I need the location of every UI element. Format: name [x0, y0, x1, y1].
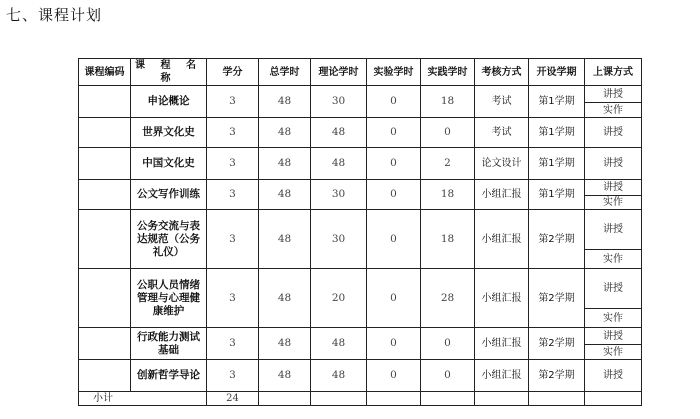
table-row: [79, 86, 642, 118]
header-credits: 学分: [207, 59, 259, 86]
practice-hours-cell: 18: [421, 86, 475, 118]
course-code-cell: [79, 328, 131, 360]
theory-hours-cell: 48: [311, 328, 367, 360]
theory-hours-cell: 48: [311, 148, 367, 180]
practice-hours-cell: 18: [421, 210, 475, 269]
course-name-cell: 行政能力测试基础: [131, 328, 207, 360]
teaching-method-item: 实作: [585, 308, 641, 327]
credits-cell: 3: [207, 210, 259, 269]
lab-hours-cell: 0: [367, 269, 421, 328]
course-code-cell: [79, 180, 131, 210]
credits-cell: 3: [207, 148, 259, 180]
course-code-cell: [79, 118, 131, 148]
teaching-method-cell: [585, 328, 642, 360]
header-semester: 开设学期: [529, 59, 585, 86]
credits-cell: 3: [207, 118, 259, 148]
assessment-cell: 考试: [475, 118, 529, 148]
credits-cell: 3: [207, 86, 259, 118]
assessment-cell: 小组汇报: [475, 269, 529, 328]
credits-cell: 3: [207, 269, 259, 328]
teaching-method-item: 讲授: [603, 330, 623, 342]
teaching-method-item: 实作: [585, 102, 641, 117]
table-row: [79, 328, 642, 360]
course-plan-table: [78, 58, 642, 406]
lab-hours-cell: 0: [367, 328, 421, 360]
credits-cell: 3: [207, 180, 259, 210]
teaching-method-item: 实作: [585, 344, 641, 359]
lab-hours-cell: 0: [367, 180, 421, 210]
table-row: [79, 210, 642, 269]
semester-cell: 第2学期: [529, 210, 585, 269]
total-hours-cell: 48: [259, 210, 311, 269]
header-teaching-method: 上课方式: [585, 59, 642, 86]
theory-hours-cell: 30: [311, 86, 367, 118]
section-heading: 七、课程计划: [6, 6, 103, 24]
credits-cell: 3: [207, 328, 259, 360]
course-name-cell: 世界文化史: [131, 118, 207, 148]
subtotal-row: [79, 392, 642, 406]
subtotal-credits: 24: [207, 392, 259, 406]
lab-hours-cell: 0: [367, 148, 421, 180]
table-row: [79, 269, 642, 328]
practice-hours-cell: 0: [421, 360, 475, 392]
table-row: [79, 180, 642, 210]
table-row: [79, 360, 642, 392]
semester-cell: 第1学期: [529, 180, 585, 210]
teaching-method-cell: [585, 86, 642, 118]
teaching-method-item: 讲授: [603, 88, 623, 100]
semester-cell: 第1学期: [529, 118, 585, 148]
lab-hours-cell: 0: [367, 210, 421, 269]
semester-cell: 第1学期: [529, 148, 585, 180]
header-theory-hours: 理论学时: [311, 59, 367, 86]
lab-hours-cell: 0: [367, 86, 421, 118]
theory-hours-cell: 48: [311, 360, 367, 392]
total-hours-cell: 48: [259, 269, 311, 328]
assessment-cell: 考试: [475, 86, 529, 118]
course-name-cell: 公职人员情绪管理与心理健康维护: [131, 269, 207, 328]
teaching-method-item: 讲授: [603, 182, 623, 193]
course-code-cell: [79, 148, 131, 180]
total-hours-cell: 48: [259, 360, 311, 392]
total-hours-cell: 48: [259, 86, 311, 118]
course-code-cell: [79, 360, 131, 392]
assessment-cell: 小组汇报: [475, 360, 529, 392]
theory-hours-cell: 30: [311, 180, 367, 210]
practice-hours-cell: 18: [421, 180, 475, 210]
assessment-cell: 小组汇报: [475, 328, 529, 360]
course-name-cell: 公文写作训练: [131, 180, 207, 210]
practice-hours-cell: 28: [421, 269, 475, 328]
teaching-method-cell: [585, 360, 642, 392]
course-name-cell: 公务交流与表达规范（公务礼仪）: [131, 210, 207, 269]
course-code-cell: [79, 86, 131, 118]
total-hours-cell: 48: [259, 180, 311, 210]
course-name-cell: 申论概论: [131, 86, 207, 118]
total-hours-cell: 48: [259, 148, 311, 180]
header-lab-hours: 实验学时: [367, 59, 421, 86]
header-practice-hours: 实践学时: [421, 59, 475, 86]
teaching-method-cell: [585, 180, 642, 210]
teaching-method-cell: [585, 118, 642, 148]
teaching-method-item: 讲授: [603, 224, 623, 235]
assessment-cell: 小组汇报: [475, 210, 529, 269]
header-row: [79, 59, 642, 86]
course-code-cell: [79, 269, 131, 328]
teaching-method-item: 讲授: [603, 158, 623, 169]
theory-hours-cell: 48: [311, 118, 367, 148]
course-name-cell: 中国文化史: [131, 148, 207, 180]
subtotal-label: 小计: [79, 392, 207, 406]
header-name: 课 程 名 称: [131, 59, 207, 86]
header-total-hours: 总学时: [259, 59, 311, 86]
theory-hours-cell: 30: [311, 210, 367, 269]
semester-cell: 第2学期: [529, 269, 585, 328]
practice-hours-cell: 0: [421, 118, 475, 148]
total-hours-cell: 48: [259, 118, 311, 148]
semester-cell: 第1学期: [529, 86, 585, 118]
teaching-method-cell: [585, 210, 642, 269]
table-row: [79, 118, 642, 148]
header-code: 课程编码: [79, 59, 131, 86]
teaching-method-item: 讲授: [603, 283, 623, 294]
assessment-cell: 小组汇报: [475, 180, 529, 210]
course-code-cell: [79, 210, 131, 269]
theory-hours-cell: 20: [311, 269, 367, 328]
teaching-method-item: 讲授: [603, 127, 623, 138]
teaching-method-item: 讲授: [603, 370, 623, 381]
table-row: [79, 148, 642, 180]
teaching-method-item: 实作: [585, 249, 641, 268]
lab-hours-cell: 0: [367, 118, 421, 148]
lab-hours-cell: 0: [367, 360, 421, 392]
practice-hours-cell: 0: [421, 328, 475, 360]
header-assessment: 考核方式: [475, 59, 529, 86]
total-hours-cell: 48: [259, 328, 311, 360]
practice-hours-cell: 2: [421, 148, 475, 180]
teaching-method-item: 实作: [585, 195, 641, 209]
course-name-cell: 创新哲学导论: [131, 360, 207, 392]
credits-cell: 3: [207, 360, 259, 392]
assessment-cell: 论文设计: [475, 148, 529, 180]
teaching-method-cell: [585, 269, 642, 328]
semester-cell: 第2学期: [529, 360, 585, 392]
teaching-method-cell: [585, 148, 642, 180]
semester-cell: 第2学期: [529, 328, 585, 360]
